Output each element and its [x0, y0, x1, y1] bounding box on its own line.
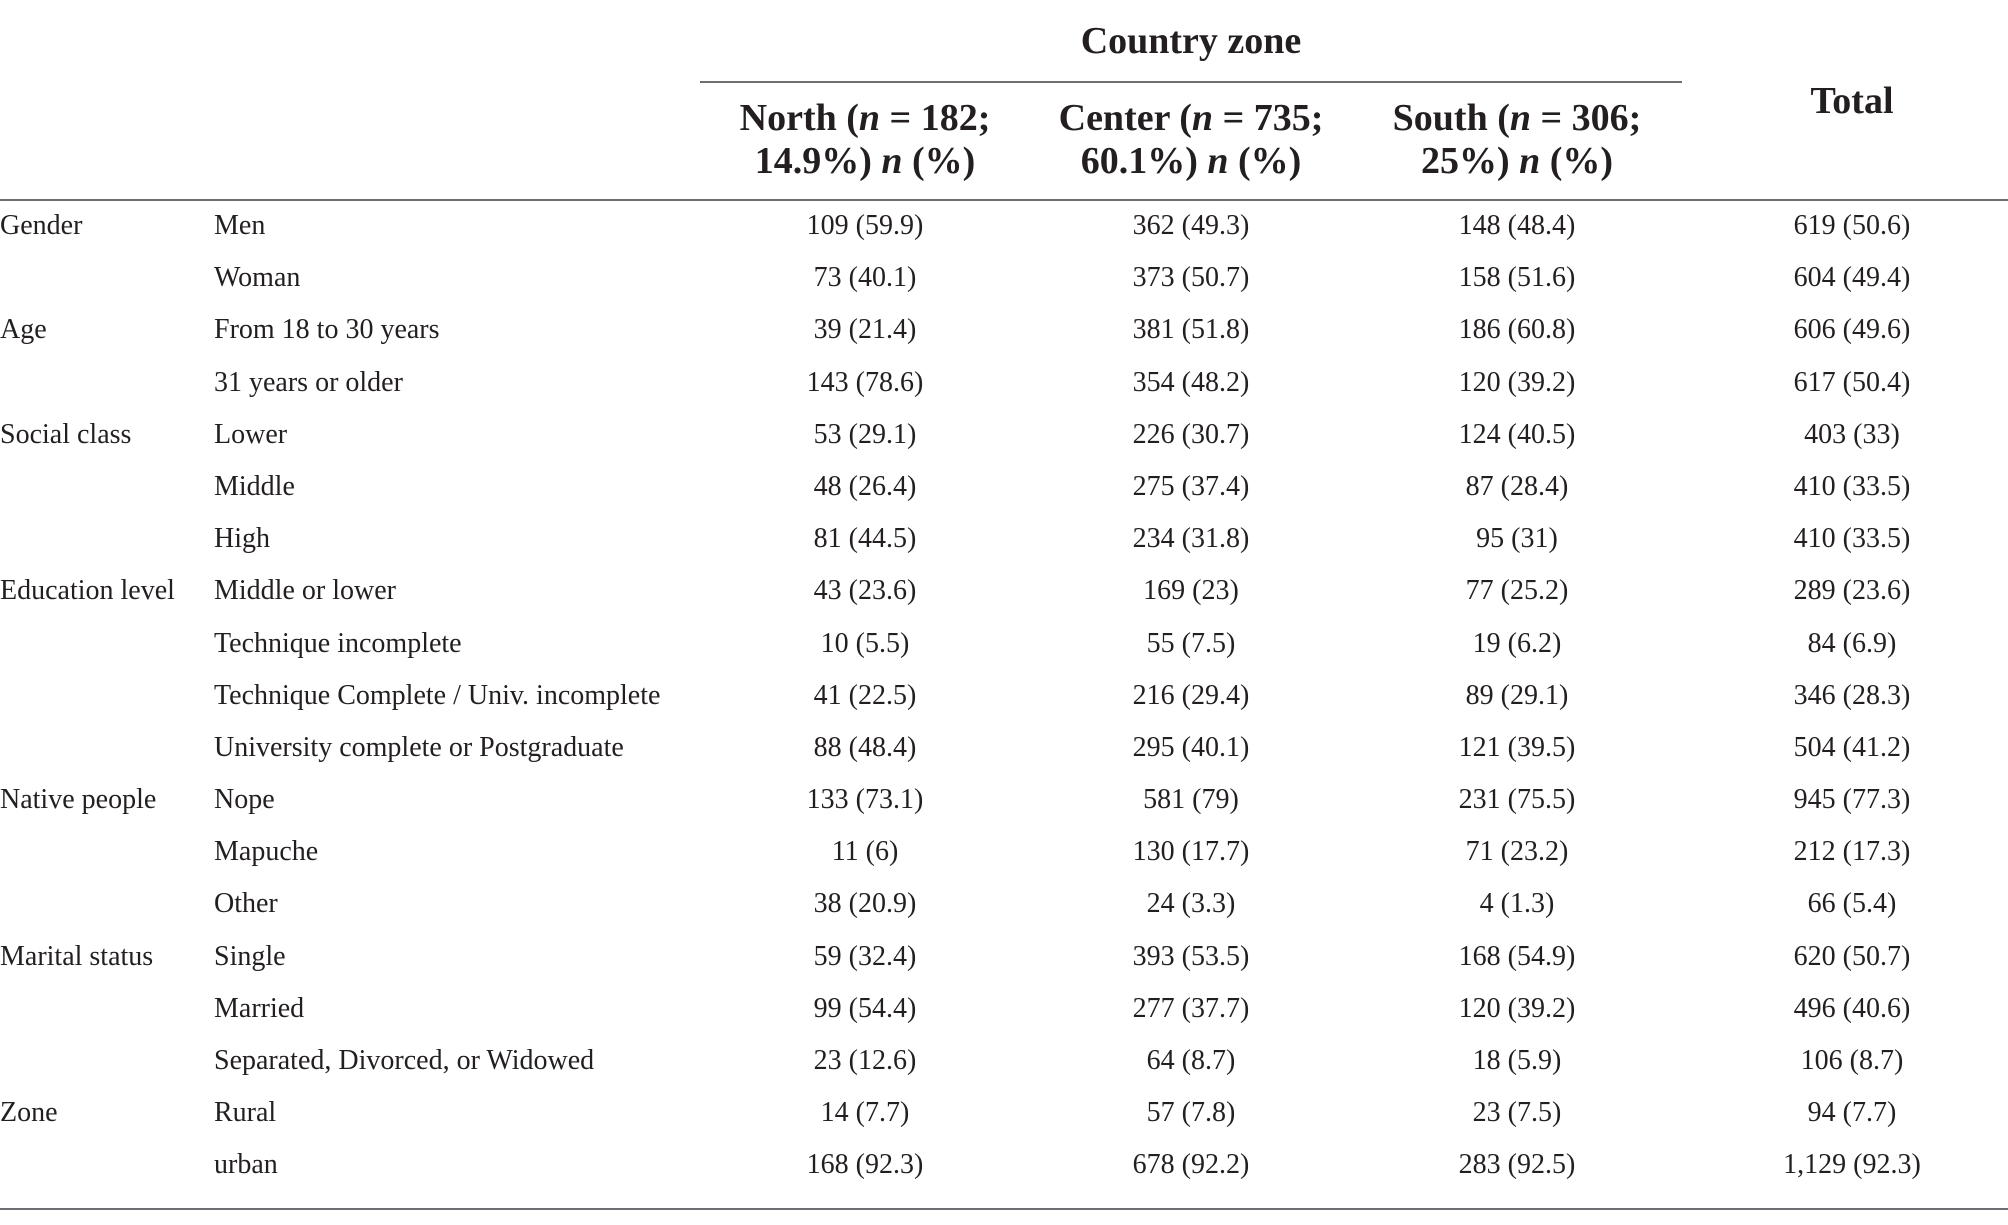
bottom-rule	[0, 1208, 2008, 1210]
column-header-south-n: n	[1509, 97, 1532, 139]
table-body	[0, 200, 2008, 1192]
column-header-south-name: South (	[1392, 97, 1510, 139]
cell-center: 275 (37.4)	[1132, 470, 1250, 502]
cell-south: 168 (54.9)	[1458, 940, 1576, 972]
cell-total: 403 (33)	[1804, 418, 1900, 450]
table-row	[0, 200, 2008, 252]
column-header-north-n2: n	[881, 140, 903, 182]
row-level-label: Middle or lower	[214, 575, 396, 607]
cell-center: 169 (23)	[1143, 575, 1239, 607]
cell-south: 23 (7.5)	[1472, 1097, 1562, 1129]
table-row	[0, 304, 2008, 356]
table-row	[0, 409, 2008, 461]
cell-center: 234 (31.8)	[1132, 523, 1250, 555]
cell-south: 19 (6.2)	[1472, 627, 1562, 659]
row-level-label: Married	[214, 992, 305, 1024]
cell-north: 133 (73.1)	[806, 784, 924, 816]
cell-total: 504 (41.2)	[1793, 731, 1911, 763]
cell-south: 231 (75.5)	[1458, 784, 1576, 816]
cell-north: 38 (20.9)	[813, 888, 917, 920]
cell-center: 393 (53.5)	[1132, 940, 1250, 972]
cell-north: 88 (48.4)	[813, 731, 917, 763]
row-level-label: Lower	[214, 418, 288, 450]
cell-center: 64 (8.7)	[1146, 1045, 1236, 1076]
row-level-label: urban	[214, 1149, 278, 1181]
row-level-label: Single	[214, 940, 286, 972]
cell-south: 120 (39.2)	[1458, 366, 1576, 398]
cell-north: 41 (22.5)	[813, 679, 917, 711]
cell-center: 354 (48.2)	[1132, 366, 1250, 398]
cell-south: 186 (60.8)	[1458, 314, 1576, 346]
column-header-center-n2: n	[1207, 140, 1229, 182]
row-level-label: 31 years or older	[214, 366, 403, 398]
table-row	[0, 670, 2008, 722]
column-header-north-count: = 182;	[880, 97, 991, 139]
cell-south: 87 (28.4)	[1465, 470, 1569, 502]
cell-total: 945 (77.3)	[1793, 784, 1911, 816]
cell-north: 73 (40.1)	[813, 262, 917, 294]
cell-south: 120 (39.2)	[1458, 992, 1576, 1024]
cell-total: 617 (50.4)	[1793, 366, 1911, 398]
table-row	[0, 565, 2008, 617]
row-category-label: Native people	[0, 784, 157, 816]
row-category-label: Social class	[0, 418, 132, 450]
table-row	[0, 1139, 2008, 1191]
column-header-south-percent: 25%)	[1420, 140, 1520, 182]
column-header-south-unit: (%)	[1540, 140, 1614, 182]
cell-center: 216 (29.4)	[1132, 679, 1250, 711]
cell-center: 381 (51.8)	[1132, 314, 1250, 346]
cell-south: 95 (31)	[1476, 523, 1558, 555]
cell-total: 1,129 (92.3)	[1783, 1149, 1921, 1181]
group-header-country-zone: Country zone	[1080, 20, 1302, 62]
table-row	[0, 461, 2008, 513]
cell-north: 109 (59.9)	[806, 210, 924, 241]
cell-north: 14 (7.7)	[820, 1097, 910, 1129]
cell-total: 604 (49.4)	[1793, 262, 1911, 294]
cell-total: 346 (28.3)	[1793, 679, 1911, 711]
cell-center: 277 (37.7)	[1132, 992, 1250, 1024]
cell-center: 581 (79)	[1143, 784, 1239, 816]
cell-north: 10 (5.5)	[820, 627, 910, 659]
row-level-label: University complete or Postgraduate	[214, 731, 624, 763]
cell-north: 39 (21.4)	[813, 314, 917, 346]
table-row	[0, 722, 2008, 774]
cell-center: 362 (49.3)	[1132, 210, 1250, 241]
column-header-center-name: Center (	[1058, 97, 1192, 139]
cell-center: 130 (17.7)	[1132, 836, 1250, 868]
cell-north: 143 (78.6)	[806, 366, 924, 398]
column-header-north-name: North (	[739, 97, 859, 139]
column-header-south-n2: n	[1519, 140, 1541, 182]
cell-north: 43 (23.6)	[813, 575, 917, 607]
cell-north: 99 (54.4)	[813, 992, 917, 1024]
cell-center: 373 (50.7)	[1132, 262, 1250, 294]
row-level-label: Other	[214, 888, 278, 920]
row-category-label: Marital status	[0, 940, 154, 972]
cell-north: 23 (12.6)	[813, 1045, 917, 1076]
column-header-center-unit: (%)	[1228, 140, 1302, 182]
cell-south: 124 (40.5)	[1458, 418, 1576, 450]
row-level-label: Technique Complete / Univ. incomplete	[214, 679, 661, 711]
cell-center: 57 (7.8)	[1146, 1097, 1236, 1129]
table-row	[0, 826, 2008, 878]
column-header-total: Total	[1810, 80, 1894, 122]
cell-south: 121 (39.5)	[1458, 731, 1576, 763]
table-row	[0, 1087, 2008, 1139]
cell-north: 11 (6)	[831, 836, 899, 868]
row-level-label: Mapuche	[214, 836, 319, 868]
column-header-north	[700, 97, 1030, 183]
row-category-label: Age	[0, 314, 47, 346]
cell-center: 678 (92.2)	[1132, 1149, 1250, 1181]
row-level-label: Technique incomplete	[214, 627, 462, 659]
cell-center: 295 (40.1)	[1132, 731, 1250, 763]
row-level-label: Separated, Divorced, or Widowed	[214, 1045, 595, 1076]
row-category-label: Gender	[0, 210, 83, 241]
row-level-label: High	[214, 523, 270, 555]
table-row	[0, 878, 2008, 930]
cell-center: 24 (3.3)	[1146, 888, 1236, 920]
row-level-label: Nope	[214, 784, 275, 816]
cell-north: 81 (44.5)	[813, 523, 917, 555]
cell-north: 53 (29.1)	[813, 418, 917, 450]
cell-south: 4 (1.3)	[1479, 888, 1555, 920]
group-header-rule	[700, 81, 1682, 83]
cell-total: 106 (8.7)	[1800, 1045, 1904, 1076]
cell-south: 18 (5.9)	[1472, 1045, 1562, 1076]
cell-total: 606 (49.6)	[1793, 314, 1911, 346]
row-level-label: Men	[214, 210, 266, 241]
column-header-center-percent: 60.1%)	[1080, 140, 1208, 182]
row-level-label: Woman	[214, 262, 301, 294]
row-level-label: Rural	[214, 1097, 277, 1129]
cell-south: 148 (48.4)	[1458, 210, 1576, 241]
cell-total: 619 (50.6)	[1793, 210, 1911, 241]
cell-center: 55 (7.5)	[1146, 627, 1236, 659]
column-header-center-count: = 735;	[1213, 97, 1324, 139]
row-category-label: Education level	[0, 575, 175, 607]
table-row	[0, 1035, 2008, 1087]
row-level-label: From 18 to 30 years	[214, 314, 440, 346]
cell-total: 94 (7.7)	[1807, 1097, 1897, 1129]
cell-south: 89 (29.1)	[1465, 679, 1569, 711]
cell-total: 289 (23.6)	[1793, 575, 1911, 607]
cell-total: 66 (5.4)	[1807, 888, 1897, 920]
table-row	[0, 252, 2008, 304]
column-header-north-n: n	[858, 97, 881, 139]
column-header-north-percent: 14.9%)	[754, 140, 882, 182]
column-header-center-n: n	[1191, 97, 1214, 139]
cell-south: 283 (92.5)	[1458, 1149, 1576, 1181]
column-header-center	[1030, 97, 1352, 183]
cell-south: 71 (23.2)	[1465, 836, 1569, 868]
cell-north: 168 (92.3)	[806, 1149, 924, 1181]
cell-total: 410 (33.5)	[1793, 523, 1911, 555]
cell-north: 59 (32.4)	[813, 940, 917, 972]
cell-north: 48 (26.4)	[813, 470, 917, 502]
column-header-south	[1352, 97, 1682, 183]
cell-total: 84 (6.9)	[1807, 627, 1897, 659]
cell-total: 212 (17.3)	[1793, 836, 1911, 868]
table-row	[0, 774, 2008, 826]
row-level-label: Middle	[214, 470, 295, 502]
cell-total: 410 (33.5)	[1793, 470, 1911, 502]
row-category-label: Zone	[0, 1097, 58, 1129]
column-header-south-count: = 306;	[1531, 97, 1642, 139]
table-row	[0, 983, 2008, 1035]
table-row	[0, 618, 2008, 670]
cell-total: 620 (50.7)	[1793, 940, 1911, 972]
table-row	[0, 357, 2008, 409]
column-header-north-unit: (%)	[902, 140, 976, 182]
cell-center: 226 (30.7)	[1132, 418, 1250, 450]
cell-south: 158 (51.6)	[1458, 262, 1576, 294]
cell-south: 77 (25.2)	[1465, 575, 1569, 607]
cell-total: 496 (40.6)	[1793, 992, 1911, 1024]
table-row	[0, 931, 2008, 983]
table-row	[0, 513, 2008, 565]
